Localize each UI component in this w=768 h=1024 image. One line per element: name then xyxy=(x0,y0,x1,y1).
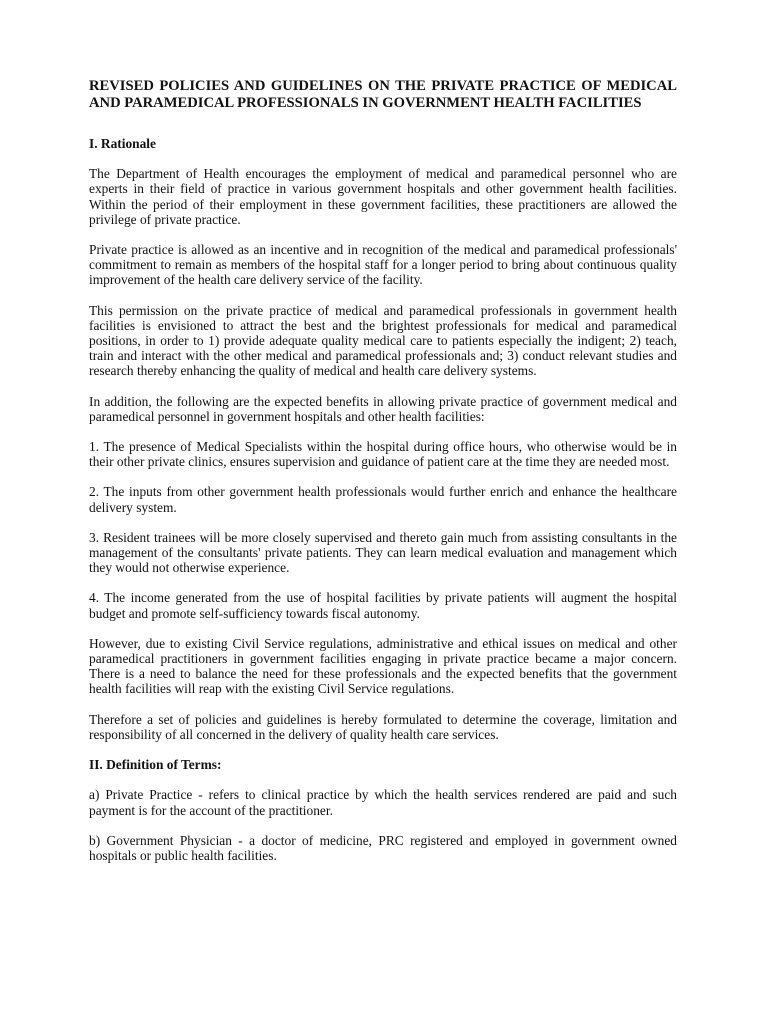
paragraph: However, due to existing Civil Service regulations, administrative and ethical issues on medical and other paramedical practitioners in government facilities engaging in private practice became a major concern. There is a need to balance the need for these professionals and the expected benefits that the government health facilities will reap with the existing Civil Service regulations. xyxy=(89,635,677,697)
document-title: REVISED POLICIES AND GUIDELINES ON THE PRIVATE PRACTICE OF MEDICAL AND PARAMEDICAL PROFESSIONALS IN GOVERNMENT HEALTH FACILITIES xyxy=(89,78,677,111)
paragraph: Therefore a set of policies and guidelines is hereby formulated to determine the coverage, limitation and responsibility of all concerned in the delivery of quality health care services. xyxy=(89,711,677,742)
section-definition-of-terms xyxy=(89,757,677,863)
benefit-item: 2. The inputs from other government health professionals would further enrich and enhance the healthcare delivery system. xyxy=(89,484,677,515)
paragraph: The Department of Health encourages the employment of medical and paramedical personnel who are experts in their field of practice in various government hospitals and other government health facilities. Within the period of their employment in these government facilities, these practitioners are allowed the privilege of private practice. xyxy=(89,166,677,227)
paragraph: This permission on the private practice of medical and paramedical professionals in government health facilities is envisioned to attract the best and the brightest professionals for medical and paramedical positions, in order to 1) provide adequate quality medical care to patients especially the indigent; 2) teach, train and interact with the other medical and paramedical professionals and; 3) conduct relevant studies and research thereby enhancing the quality of medical and health care delivery systems. xyxy=(89,302,677,379)
section-rationale xyxy=(89,136,677,742)
benefit-item: 3. Resident trainees will be more closely supervised and thereto gain much from assisting consultants in the management of the consultants' private patients. They can learn medical evaluation and management which they would not otherwise experience. xyxy=(89,529,677,576)
paragraph: In addition, the following are the expected benefits in allowing private practice of government medical and paramedical personnel in government hospitals and other health facilities: xyxy=(89,393,677,424)
document-page xyxy=(89,78,677,878)
section-heading-definitions: II. Definition of Terms: xyxy=(89,757,222,773)
paragraph: Private practice is allowed as an incentive and in recognition of the medical and paramedical professionals' commitment to remain as members of the hospital staff for a longer period to bring about continuous quality improvement of the health care delivery service of the facility. xyxy=(89,242,677,288)
section-heading-rationale: I. Rationale xyxy=(89,136,156,151)
definition-item: a) Private Practice - refers to clinical practice by which the health services rendered are paid and such payment is for the account of the practitioner. xyxy=(89,787,677,818)
definition-item: b) Government Physician - a doctor of medicine, PRC registered and employed in government owned hospitals or public health facilities. xyxy=(89,832,677,863)
benefit-item: 4. The income generated from the use of hospital facilities by private patients will augment the hospital budget and promote self-sufficiency towards fiscal autonomy. xyxy=(89,590,677,621)
benefit-item: 1. The presence of Medical Specialists within the hospital during office hours, who otherwise would be in their other private clinics, ensures supervision and guidance of patient care at the time they are needed most. xyxy=(89,439,677,470)
